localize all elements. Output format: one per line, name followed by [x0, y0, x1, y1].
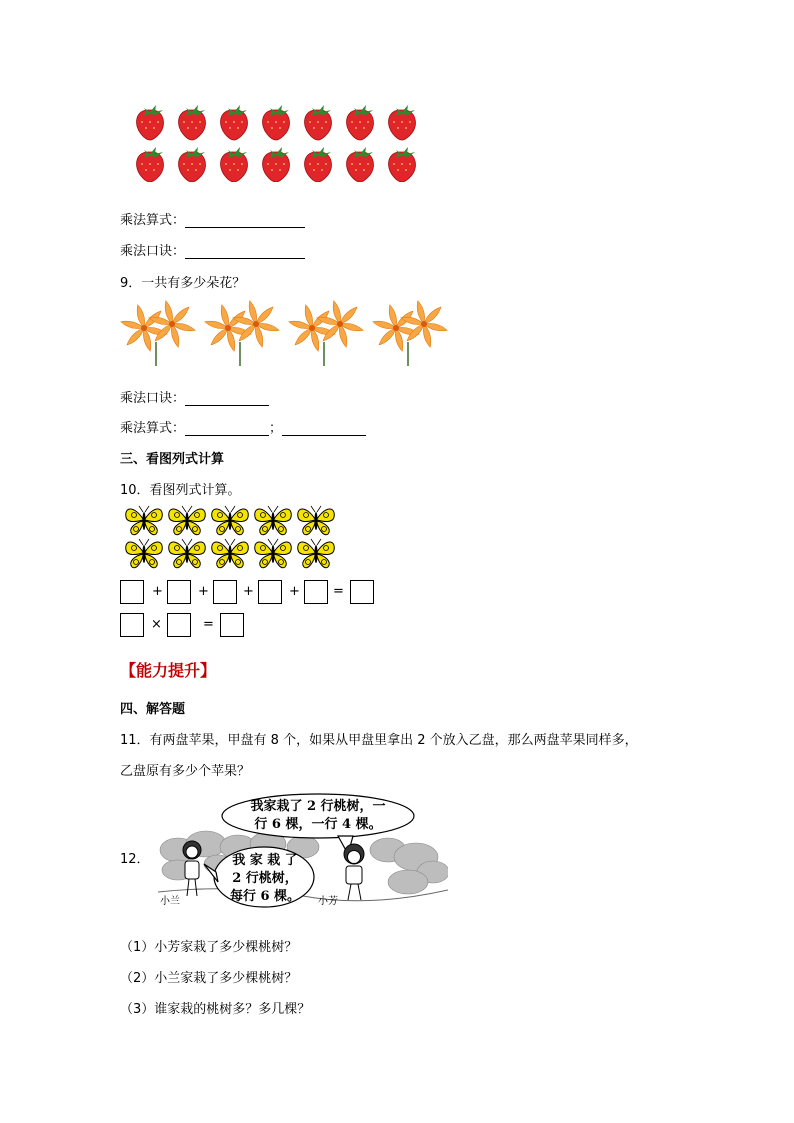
butterfly-icon — [126, 539, 163, 568]
butterfly-icon — [126, 506, 163, 535]
plus-sign-3: + — [243, 584, 254, 599]
q12-illustration — [158, 792, 448, 910]
lily-flower-picture — [118, 300, 458, 370]
q8-formula-blank[interactable] — [185, 213, 305, 228]
butterfly-icon — [298, 539, 335, 568]
section4-heading: 四、解答题 — [120, 702, 186, 717]
q9-question: 9．一共有多少朵花？ — [120, 276, 246, 291]
section3-heading: 三、看图列式计算 — [120, 452, 225, 467]
name-xiaolan: 小兰 — [160, 896, 180, 907]
times-sign: × — [151, 617, 162, 632]
q12-number: 12． — [120, 852, 150, 867]
addend-box-1[interactable] — [120, 580, 144, 604]
q8-rhyme-blank[interactable] — [185, 244, 305, 259]
q10-question: 10．看图列式计算。 — [120, 483, 241, 498]
strawberry-icon — [137, 147, 164, 182]
equals-sign-1: = — [333, 584, 344, 599]
q12-sub3: （3）谁家栽的桃树多？多几棵？ — [120, 1002, 311, 1017]
plus-sign-4: + — [289, 584, 300, 599]
ability-heading: 【能力提升】 — [120, 661, 217, 680]
bottom-speech-bubble — [220, 852, 310, 906]
strawberry-icon — [263, 105, 290, 140]
q9-formula-blank-1[interactable] — [185, 421, 269, 436]
q8-rhyme-label: 乘法口诀： — [120, 244, 186, 259]
q8-formula-line — [120, 209, 305, 228]
q8-formula-label: 乘法算式： — [120, 213, 186, 228]
q8-rhyme-line — [120, 240, 305, 259]
strawberry-icon — [347, 147, 374, 182]
butterfly-icon — [298, 506, 335, 535]
addend-box-2[interactable] — [167, 580, 191, 604]
q9-formula-line — [120, 417, 366, 436]
q9-separator: ； — [269, 421, 283, 436]
butterfly-icon — [255, 506, 292, 535]
strawberry-icon — [221, 105, 248, 140]
strawberry-icon — [179, 105, 206, 140]
q9-formula-blank-2[interactable] — [282, 421, 366, 436]
addend-box-3[interactable] — [213, 580, 237, 604]
addend-box-4[interactable] — [258, 580, 282, 604]
addend-box-5[interactable] — [304, 580, 328, 604]
plus-sign-1: + — [152, 584, 163, 599]
q9-rhyme-label: 乘法口诀： — [120, 391, 186, 406]
strawberry-icon — [305, 105, 332, 140]
q11-line2: 乙盘原有多少个苹果？ — [120, 764, 251, 779]
strawberry-icon — [389, 147, 416, 182]
q9-rhyme-blank[interactable] — [185, 391, 269, 406]
butterfly-icon — [255, 539, 292, 568]
top-speech-bubble — [228, 798, 408, 834]
plus-sign-2: + — [198, 584, 209, 599]
q12-sub2: （2）小兰家栽了多少棵桃树？ — [120, 971, 298, 986]
strawberry-icon — [347, 105, 374, 140]
q11-line1: 11．有两盘苹果，甲盘有 8 个，如果从甲盘里拿出 2 个放入乙盘，那么两盘苹果同样多， — [120, 733, 638, 748]
lily-flower-icon — [373, 301, 447, 366]
butterfly-icon — [212, 539, 249, 568]
bottom-bubble-line2: 2 行桃树， — [232, 871, 298, 886]
lily-flower-icon — [289, 301, 363, 366]
factor-box-1[interactable] — [120, 613, 144, 637]
strawberry-icon — [221, 147, 248, 182]
strawberry-icon — [263, 147, 290, 182]
strawberry-icon — [137, 105, 164, 140]
top-bubble-line2: 行 6 棵，一行 4 棵。 — [254, 817, 382, 832]
bottom-bubble-line1: 我 家 栽 了 — [232, 853, 298, 868]
equals-sign-2: = — [203, 617, 214, 632]
butterfly-icon — [212, 506, 249, 535]
top-bubble-line1: 我家栽了 2 行桃树，一 — [250, 799, 386, 814]
sum-box[interactable] — [350, 580, 374, 604]
lily-flower-icon — [205, 301, 279, 366]
strawberry-picture — [130, 100, 430, 182]
strawberry-icon — [179, 147, 206, 182]
lily-flower-icon — [121, 301, 195, 366]
bottom-bubble-line3: 每行 6 棵。 — [229, 889, 301, 904]
factor-box-2[interactable] — [167, 613, 191, 637]
butterfly-picture — [122, 504, 337, 570]
q9-formula-label: 乘法算式： — [120, 421, 186, 436]
strawberry-icon — [389, 105, 416, 140]
strawberry-icon — [305, 147, 332, 182]
butterfly-icon — [169, 506, 206, 535]
q12-sub1: （1）小芳家栽了多少棵桃树？ — [120, 940, 298, 955]
product-box[interactable] — [220, 613, 244, 637]
name-xiaofang: 小芳 — [318, 896, 338, 907]
q9-rhyme-line — [120, 387, 269, 406]
butterfly-icon — [169, 539, 206, 568]
